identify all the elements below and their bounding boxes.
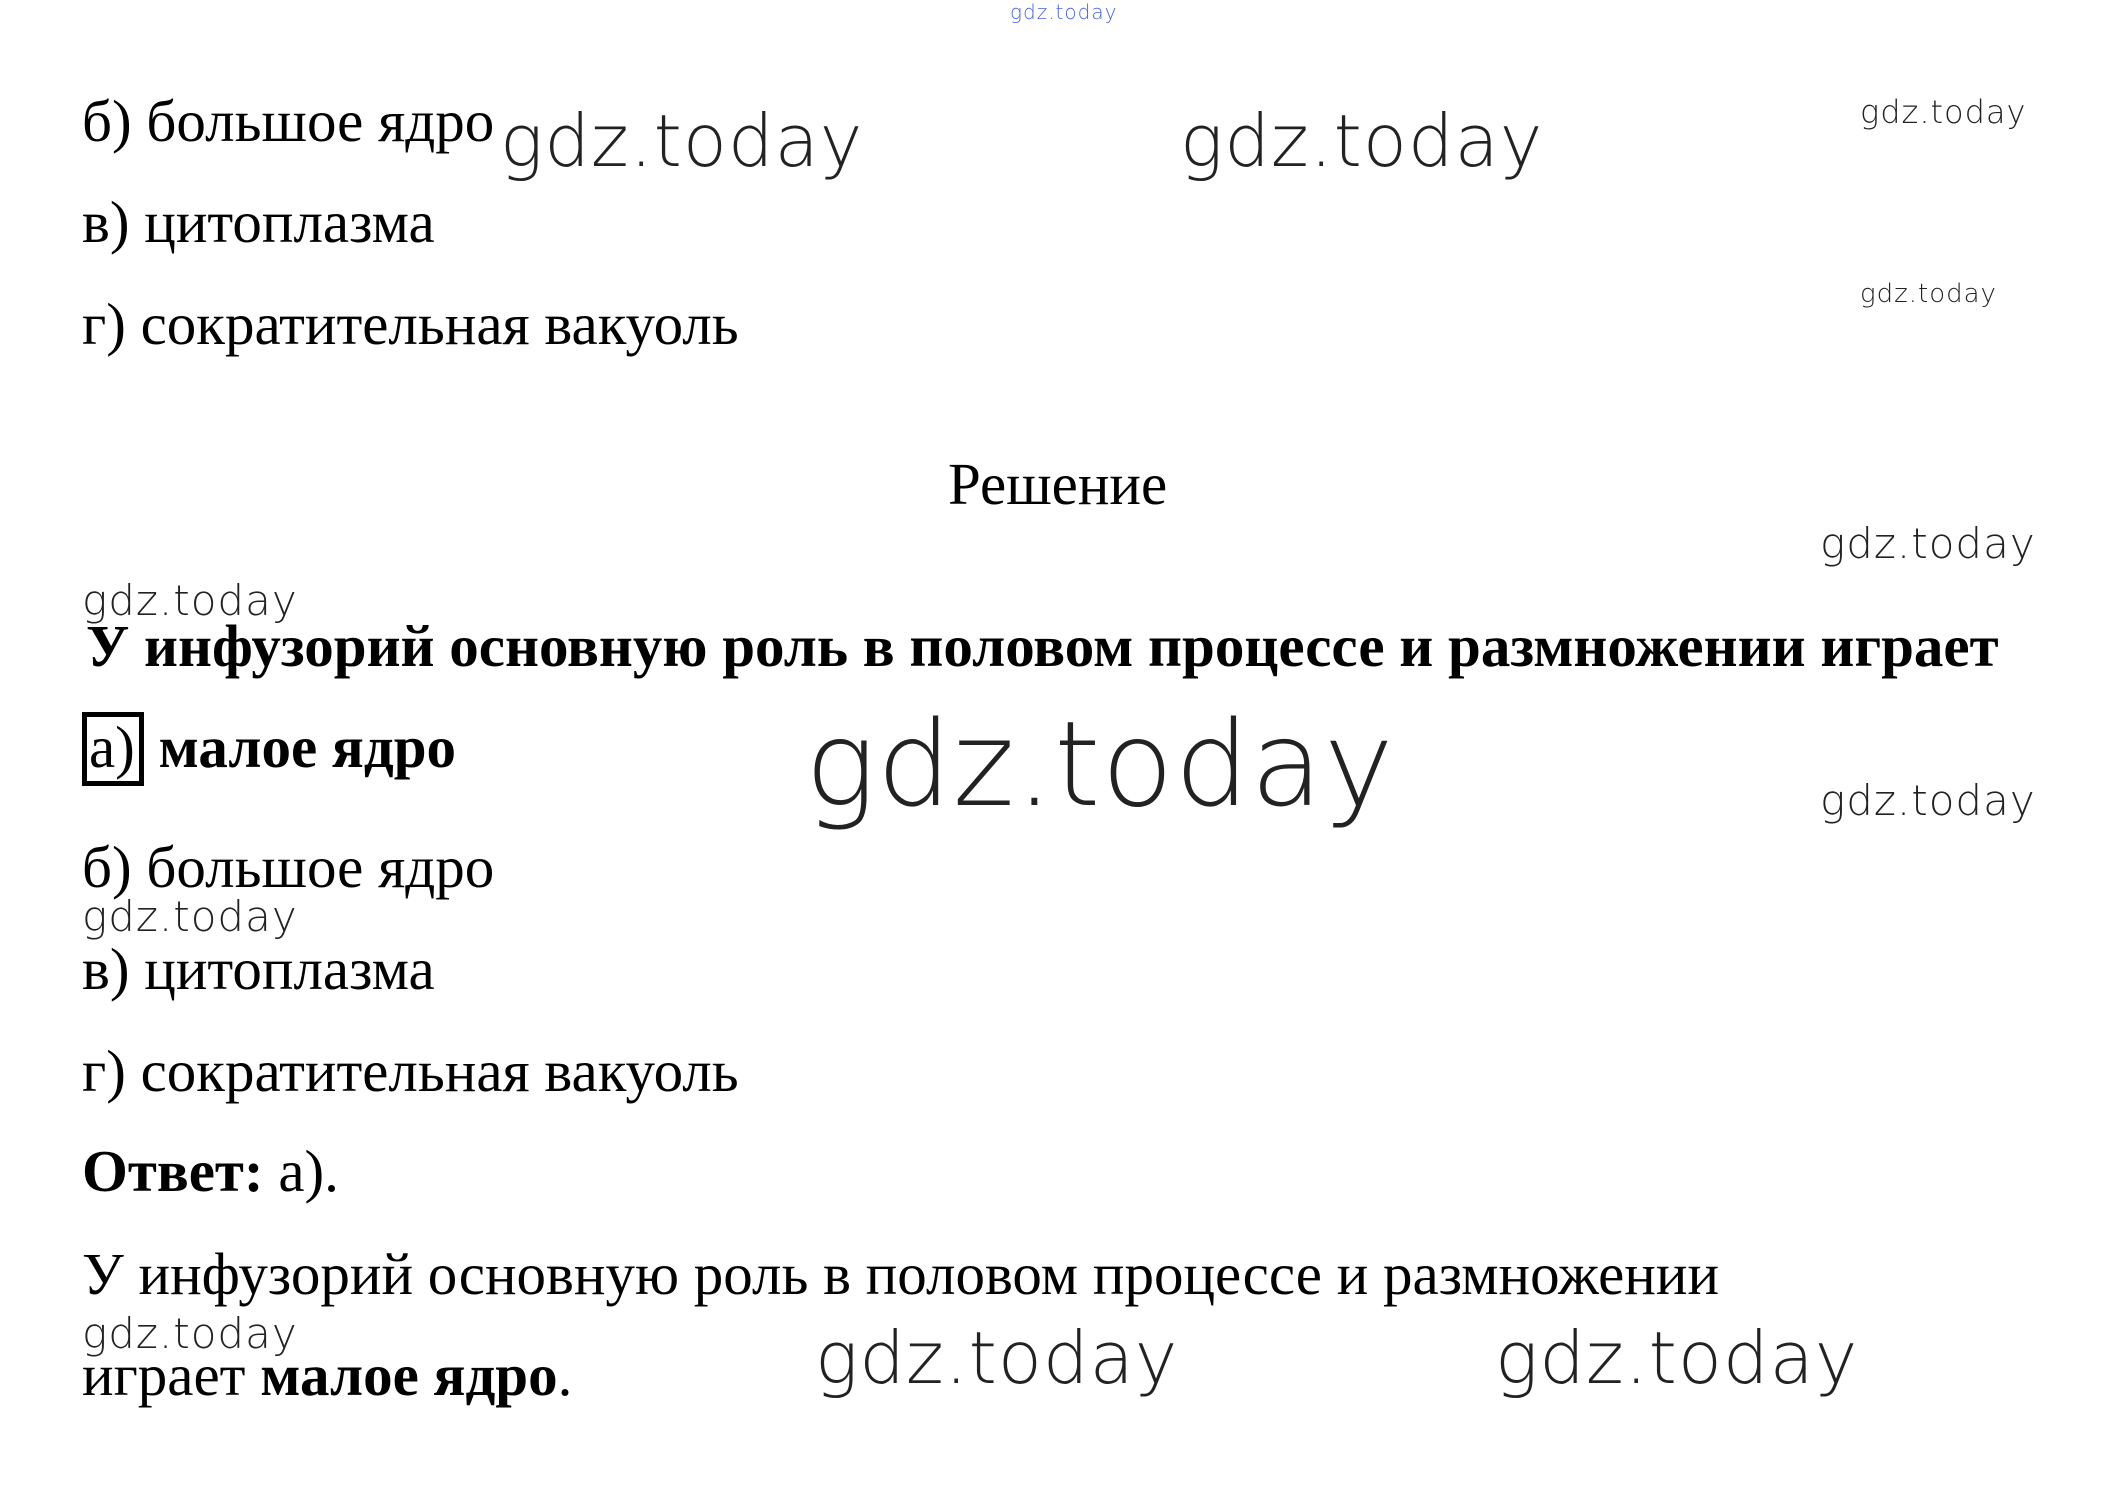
solution-heading: Решение bbox=[948, 451, 1168, 517]
watermark: gdz.today bbox=[82, 892, 298, 941]
watermark: gdz.today bbox=[815, 1316, 1179, 1400]
explanation-suffix: . bbox=[557, 1342, 573, 1408]
option-b-top: б) большое ядро bbox=[82, 88, 495, 154]
watermark: gdz.today bbox=[1820, 519, 2036, 568]
watermark: gdz.today bbox=[1495, 1316, 1859, 1400]
watermark: gdz.today bbox=[1180, 99, 1544, 183]
option-v-top: в) цитоплазма bbox=[82, 189, 435, 255]
watermark: gdz.today bbox=[82, 576, 298, 625]
option-v: в) цитоплазма bbox=[82, 936, 435, 1002]
watermark: gdz.today bbox=[82, 1309, 298, 1358]
watermark: gdz.today bbox=[1860, 93, 2027, 131]
watermark: gdz.today bbox=[805, 695, 1395, 833]
correct-option-marker: а) bbox=[82, 712, 144, 786]
answer-line bbox=[82, 1138, 339, 1204]
option-a bbox=[82, 712, 456, 786]
explanation-prefix: играет bbox=[82, 1342, 261, 1408]
option-b: б) большое ядро bbox=[82, 834, 495, 900]
watermark: gdz.today bbox=[500, 99, 864, 183]
watermark: gdz.today bbox=[1820, 776, 2036, 825]
watermark-top: gdz.today bbox=[1010, 0, 1118, 24]
answer-label: Ответ: bbox=[82, 1138, 264, 1204]
question-text: У инфузорий основную роль в половом процессе и размножении играет bbox=[86, 613, 1999, 679]
watermark: gdz.today bbox=[1860, 279, 1997, 309]
option-g-top: г) сократительная вакуоль bbox=[82, 291, 739, 357]
explanation-line-2 bbox=[82, 1342, 573, 1408]
explanation-line-1: У инфузорий основную роль в половом процессе и размножении bbox=[82, 1241, 1720, 1307]
option-a-text: малое ядро bbox=[158, 714, 457, 780]
answer-value: а). bbox=[263, 1138, 339, 1204]
explanation-bold: малое ядро bbox=[260, 1342, 558, 1408]
option-g: г) сократительная вакуоль bbox=[82, 1038, 739, 1104]
